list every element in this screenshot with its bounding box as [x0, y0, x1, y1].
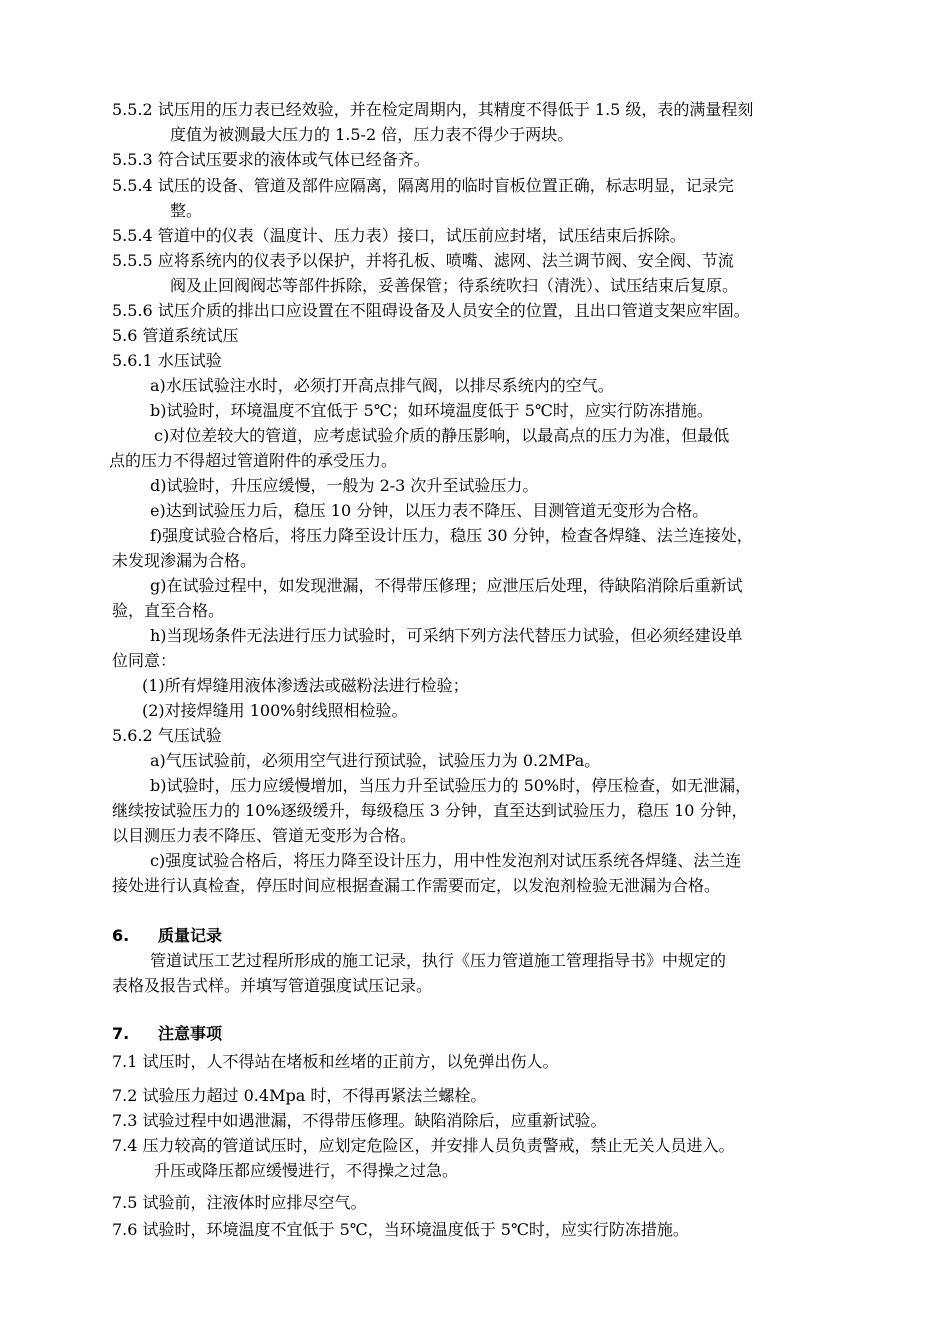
- list-item: 7.3 试验过程中如遇泄漏，不得带压修理。缺陷消除后，应重新试验。: [112, 1111, 607, 1130]
- text-line: 整。: [170, 201, 203, 220]
- text-line: a)水压试验注水时，必须打开高点排气阀，以排尽系统内的空气。: [150, 376, 614, 395]
- text-line: e)达到试验压力后，稳压 10 分钟，以压力表不降压、目测管道无变形为合格。: [150, 501, 709, 520]
- section-heading: 5.6 管道系统试压: [112, 326, 239, 345]
- text-line: 位同意：: [112, 651, 177, 670]
- section-7-number: 7.: [112, 1024, 130, 1043]
- text-line: 未发现渗漏为合格。: [112, 551, 257, 570]
- text-line: g)在试验过程中，如发现泄漏，不得带压修理；应泄压后处理，待缺陷消除后重新试: [150, 576, 743, 595]
- text-line: 继续按试验压力的 10%逐级缓升，每级稳压 3 分钟，直至达到试验压力，稳压 10 分钟，: [112, 801, 748, 820]
- text-line: 以目测压力表不降压、管道无变形为合格。: [112, 826, 417, 845]
- text-line: 接处进行认真检查，停压时间应根据查漏工作需要而定，以发泡剂检验无泄漏为合格。: [112, 876, 721, 895]
- section-6-title: 质量记录: [158, 926, 223, 945]
- section-6-body: 管道试压工艺过程所形成的施工记录，执行《压力管道施工管理指导书》中规定的: [150, 951, 727, 970]
- subsection-heading: 5.6.1 水压试验: [112, 351, 222, 370]
- list-item: 7.1 试压时，人不得站在堵板和丝堵的正前方，以免弹出伤人。: [112, 1052, 559, 1071]
- text-line: (1)所有焊缝用液体渗透法或磁粉法进行检验；: [142, 676, 469, 695]
- text-line: 5.5.4 管道中的仪表（温度计、压力表）接口，试压前应封堵，试压结束后拆除。: [112, 226, 686, 245]
- text-line: b)试验时，环境温度不宜低于 5℃；如环境温度低于 5℃时，应实行防冻措施。: [150, 401, 713, 420]
- section-7-title: 注意事项: [158, 1024, 223, 1043]
- section-6-heading: [112, 924, 222, 948]
- subsection-heading: 5.6.2 气压试验: [112, 726, 222, 745]
- text-line: d)试验时，升压应缓慢，一般为 2-3 次升至试验压力。: [150, 476, 539, 495]
- text-line: c)对位差较大的管道，应考虑试验介质的静压影响，以最高点的压力为准，但最低: [154, 426, 730, 445]
- section-6-body: 表格及报告式样。并填写管道强度试压记录。: [112, 976, 433, 995]
- text-line: c)强度试验合格后，将压力降至设计压力，用中性发泡剂对试压系统各焊缝、法兰连: [150, 851, 742, 870]
- text-line: 点的压力不得超过管道附件的承受压力。: [109, 451, 398, 470]
- list-item: 7.2 试验压力超过 0.4Mpa 时，不得再紧法兰螺栓。: [112, 1086, 487, 1105]
- list-item: 7.5 试验前，注液体时应排尽空气。: [112, 1193, 367, 1212]
- text-line: 阀及止回阀阀芯等部件拆除，妥善保管；待系统吹扫（清洗）、试压结束后复原。: [170, 276, 739, 295]
- section-6-number: 6.: [112, 926, 130, 945]
- section-7-heading: [112, 1022, 222, 1046]
- list-item-continuation: 升压或降压都应缓慢进行，不得操之过急。: [154, 1161, 459, 1180]
- text-line: a)气压试验前，必须用空气进行预试验，试验压力为 0.2MPa。: [150, 751, 601, 770]
- text-line: 5.5.3 符合试压要求的液体或气体已经备齐。: [112, 150, 430, 169]
- text-line: f)强度试验合格后，将压力降至设计压力，稳压 30 分钟，检查各焊缝、法兰连接处，: [150, 526, 753, 545]
- text-line: b)试验时，压力应缓慢增加，当压力升至试验压力的 50%时，停压检查，如无泄漏，: [150, 776, 752, 795]
- text-line: 5.5.5 应将系统内的仪表予以保护，并将孔板、喷嘴、滤网、法兰调节阀、安全阀、节流: [112, 251, 734, 270]
- text-line: 度值为被测最大压力的 1.5-2 倍，压力表不得少于两块。: [170, 125, 574, 144]
- text-line: 5.5.2 试压用的压力表已经效验，并在检定周期内，其精度不得低于 1.5 级，表的满量程刻: [112, 100, 754, 119]
- text-line: 5.5.6 试压介质的排出口应设置在不阻碍设备及人员安全的位置，且出口管道支架应牢固。: [112, 301, 750, 320]
- list-item: 7.4 压力较高的管道试压时，应划定危险区，并安排人员负责警戒，禁止无关人员进入。: [112, 1136, 735, 1155]
- text-line: 5.5.4 试压的设备、管道及部件应隔离，隔离用的临时盲板位置正确，标志明显，记录完: [112, 176, 734, 195]
- list-item: 7.6 试验时，环境温度不宜低于 5℃，当环境温度低于 5℃时，应实行防冻措施。: [112, 1220, 689, 1239]
- text-line: (2)对接焊缝用 100%射线照相检验。: [142, 701, 408, 720]
- text-line: h)当现场条件无法进行压力试验时，可采纳下列方法代替压力试验，但必须经建设单: [150, 626, 743, 645]
- text-line: 验，直至合格。: [112, 601, 225, 620]
